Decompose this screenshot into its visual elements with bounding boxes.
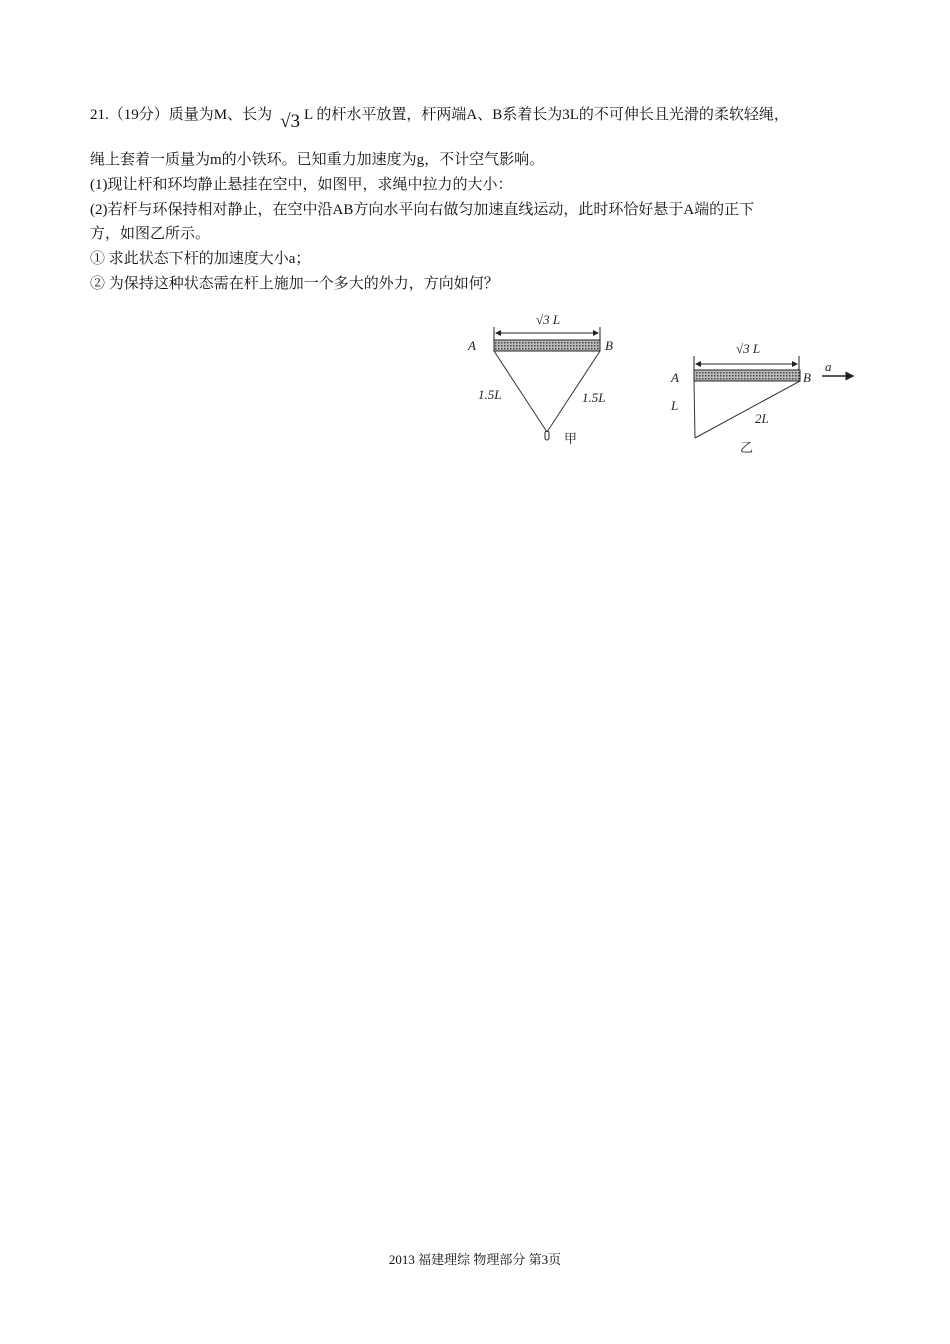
rod xyxy=(494,340,600,351)
rod-length-label: √3 L xyxy=(736,341,761,356)
rod-length-label: √3 L xyxy=(536,312,561,327)
vertical-rope-label: L xyxy=(671,398,679,413)
figure-yi xyxy=(670,341,853,455)
label-b: B xyxy=(605,338,613,353)
rope-left xyxy=(494,351,547,432)
rope-vertical xyxy=(694,381,695,438)
question-part-2: (2)若杆与环保持相对静止，在空中沿AB方向水平向右做匀加速直线运动，此时环恰好悬于A端的正下 xyxy=(90,202,755,218)
rod xyxy=(694,370,800,381)
figures xyxy=(0,0,950,500)
question-line-2: 绳上套着一质量为m的小铁环。已知重力加速度为g，不计空气影响。 xyxy=(90,152,545,168)
label-a: A xyxy=(671,370,679,385)
caption-jia: 甲 xyxy=(564,431,578,446)
line1-start: 21.（19分）质量为M、长为 xyxy=(90,107,273,123)
acceleration-label: a xyxy=(825,359,832,374)
right-rope-label: 1.5L xyxy=(582,390,606,405)
figure-jia xyxy=(467,312,613,446)
page-footer: 2013 福建理综 物理部分 第3页 xyxy=(388,1252,562,1267)
label-a: A xyxy=(468,338,476,353)
question-part-1: (1)现让杆和环均静止悬挂在空中，如图甲，求绳中拉力的大小： xyxy=(90,177,513,193)
sqrt3-symbol: √3 xyxy=(280,111,301,132)
label-b: B xyxy=(803,370,811,385)
ring xyxy=(545,431,549,440)
diagonal-rope-label: 2L xyxy=(755,411,769,426)
rope-diagonal xyxy=(695,381,800,438)
left-rope-label: 1.5L xyxy=(478,387,502,402)
question-part-2-cont: 方，如图乙所示。 xyxy=(90,226,211,242)
caption-yi: 乙 xyxy=(740,440,754,455)
line1-end: L 的杆水平放置，杆两端A、B系着长为3L的不可伸长且光滑的柔软轻绳， xyxy=(304,107,789,123)
question-sub-2: ② 为保持这种状态需在杆上施加一个多大的外力，方向如何？ xyxy=(90,276,499,292)
question-sub-1: ① 求此状态下杆的加速度大小a； xyxy=(90,251,311,267)
